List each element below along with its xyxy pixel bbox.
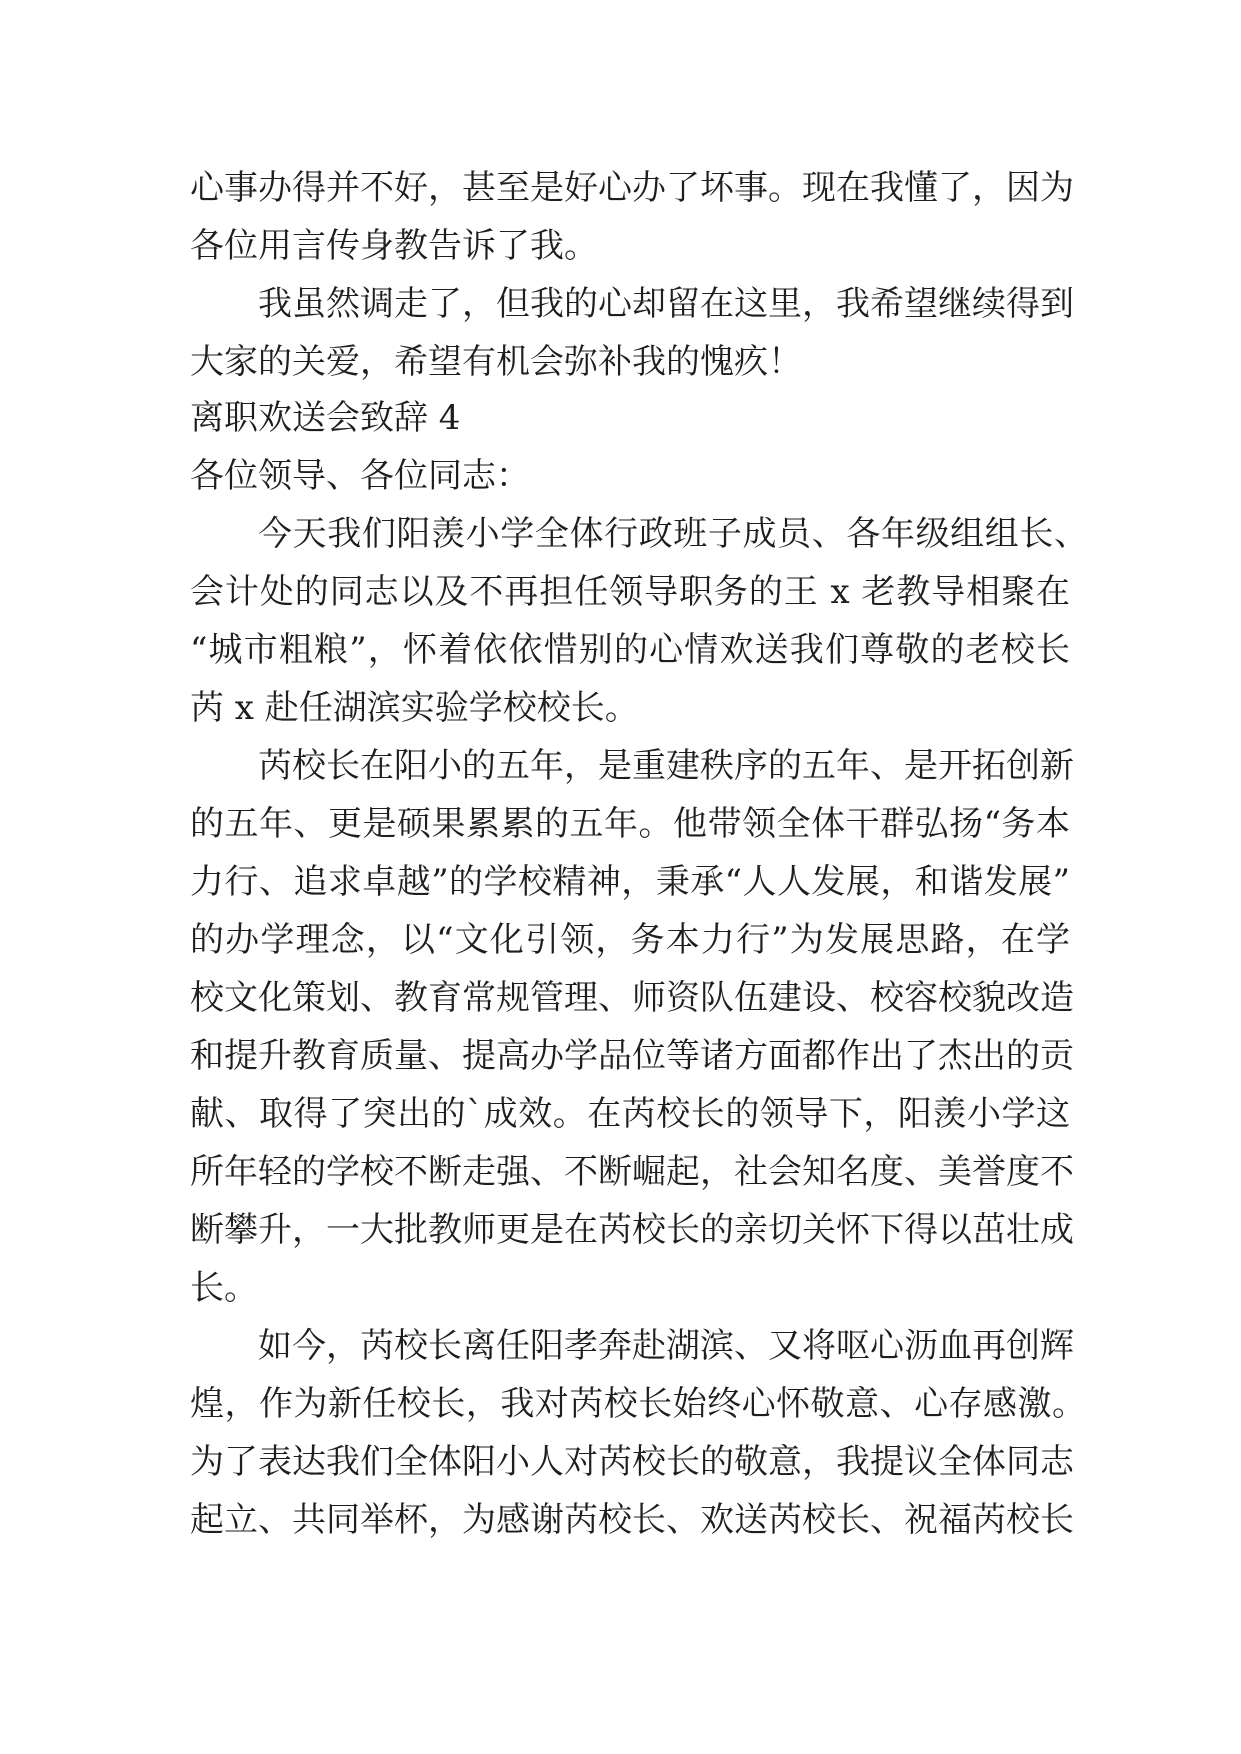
paragraph-line: 力行、追求卓越”的学校精神，秉承“人人发展，和谐发展” [190, 862, 1070, 902]
paragraph-line: 的办学理念，以“文化引领，务本力行”为发展思路，在学 [190, 920, 1070, 960]
paragraph-line: 献、取得了突出的`成效。在芮校长的领导下，阳羡小学这 [190, 1094, 1070, 1134]
paragraph-line: 各位用言传身教告诉了我。 [190, 226, 598, 266]
section-title: 离职欢送会致辞 4 [190, 398, 461, 438]
paragraph-line: 断攀升，一大批教师更是在芮校长的亲切关怀下得以茁壮成 [190, 1210, 1074, 1250]
paragraph-line: 所年轻的学校不断走强、不断崛起，社会知名度、美誉度不 [190, 1152, 1074, 1192]
paragraph-line: 的五年、更是硕果累累的五年。他带领全体干群弘扬“务本 [190, 804, 1070, 844]
paragraph-line: 今天我们阳羡小学全体行政班子成员、各年级组组长、 [258, 514, 1088, 554]
paragraph-line: 为了表达我们全体阳小人对芮校长的敬意，我提议全体同志 [190, 1442, 1074, 1482]
paragraph-line: 芮校长在阳小的五年，是重建秩序的五年、是开拓创新 [258, 746, 1074, 786]
paragraph-line: 如今，芮校长离任阳孝奔赴湖滨、又将呕心沥血再创辉 [258, 1326, 1074, 1366]
paragraph-line: 和提升教育质量、提高办学品位等诸方面都作出了杰出的贡 [190, 1036, 1074, 1076]
paragraph-line: 起立、共同举杯，为感谢芮校长、欢送芮校长、祝福芮校长 [190, 1500, 1074, 1540]
paragraph-line: 芮 x 赴任湖滨实验学校校长。 [190, 688, 639, 728]
paragraph-line: “城市粗粮”，怀着依依惜别的心情欢送我们尊敬的老校长 [190, 630, 1070, 670]
salutation: 各位领导、各位同志： [190, 456, 530, 496]
paragraph-line: 校文化策划、教育常规管理、师资队伍建设、校容校貌改造 [190, 978, 1074, 1018]
paragraph-line: 长。 [190, 1268, 258, 1308]
paragraph-line: 我虽然调走了，但我的心却留在这里，我希望继续得到 [258, 284, 1074, 324]
paragraph-line: 煌，作为新任校长，我对芮校长始终心怀敬意、心存感激。 [190, 1384, 1086, 1424]
paragraph-line: 心事办得并不好，甚至是好心办了坏事。现在我懂了，因为 [190, 168, 1074, 208]
paragraph-line: 大家的关爱，希望有机会弥补我的愧疚！ [190, 342, 802, 382]
paragraph-line: 会计处的同志以及不再担任领导职务的王 x 老教导相聚在 [190, 572, 1070, 612]
